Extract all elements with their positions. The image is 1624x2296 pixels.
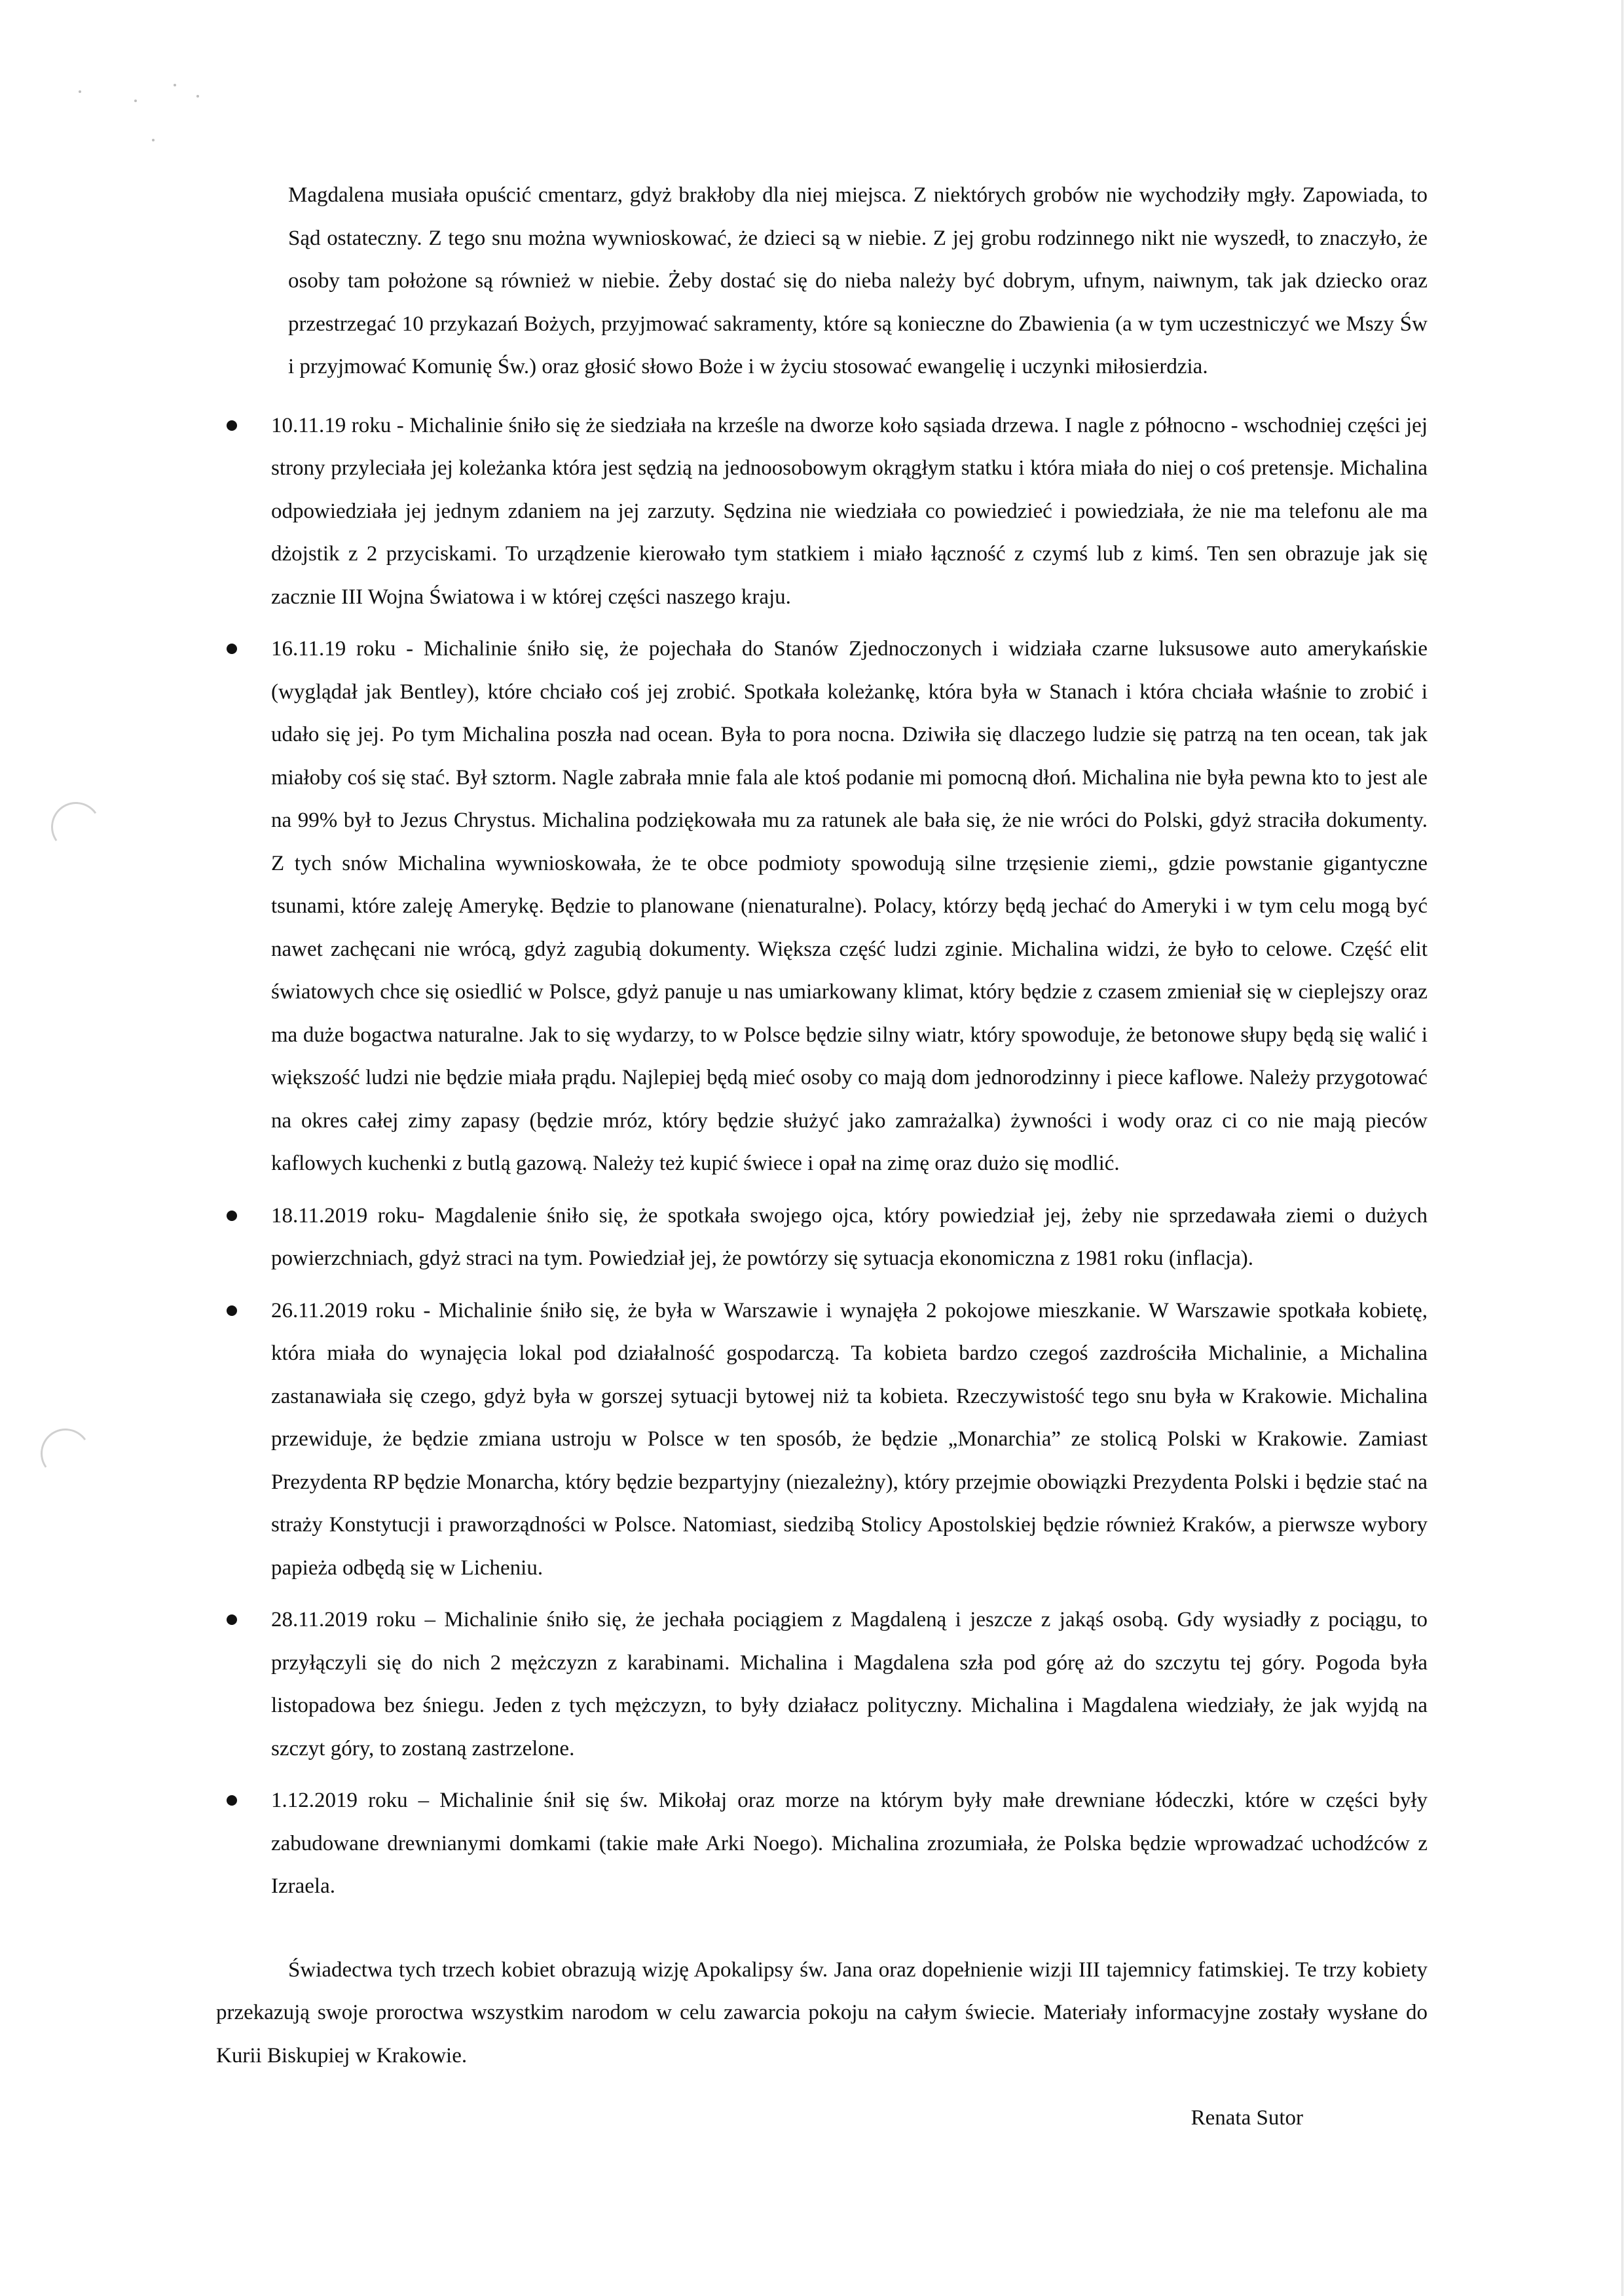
list-item bbox=[249, 628, 1428, 1186]
list-item bbox=[249, 1290, 1428, 1590]
intro-paragraph: Magdalena musiała opuścić cmentarz, gdyż brakłoby dla niej miejsca. Z niektórych grobów nie wychodziły mgły. Zapowiada, to Sąd ostateczny. Z tego snu można wywnioskować, że dzieci są w niebie. Z jej grobu rodzinnego nikt nie wyszedł, to znaczyło, że osoby tam położone są również w niebie. Żeby dostać się do nieba należy być dobrym, ufnym, naiwnym, tak jak dziecko oraz przestrzegać 10 przykazań Bożych, przyjmować sakramenty, które są konieczne do Zbawienia (a w tym uczestniczyć we Mszy Św i przyjmować Komunię Św.) oraz głosić słowo Boże i w życiu stosować ewangelię i uczynki miłosierdzia. bbox=[288, 183, 1428, 378]
list-item bbox=[249, 405, 1428, 619]
list-item-text: 16.11.19 roku - Michalinie śniło się, że pojechała do Stanów Zjednoczonych i widziała czarne luksusowe auto amerykańskie (wyglądał jak Bentley), które chciało coś jej zrobić. Spotkała koleżankę, która była w Stanach i która chciała właśnie to zrobić i udało się jej. Po tym Michalina poszła nad ocean. Była to pora nocna. Dziwiła się dlaczego ludzie się patrzą na ten ocean, tak jak miałoby coś się stać. Był sztorm. Nagle zabrała mnie fala ale ktoś podanie mi pomocną dłoń. Michalina nie była pewna kto to jest ale na 99% był to Jezus Chrystus. Michalina podziękowała mu za ratunek ale bała się, że nie wróci do Polski, gdyż straciła dokumenty. Z tych snów Michalina wywnioskowała, że te obce podmioty spowodują silne trzęsienie ziemi,, gdzie powstanie gigantyczne tsunami, które zaleję Amerykę. Będzie to planowane (nienaturalne). Polacy, którzy będą jechać do Ameryki i w tym celu mogą być nawet zachęcani nie wrócą, gdyż zagubią dokumenty. Większa część ludzi zginie. Michalina widzi, że było to celowe. Część elit światowych chce się osiedlić w Polsce, gdyż panuje u nas umiarkowany klimat, który będzie z czasem zmieniał się w cieplejszy oraz ma duże bogactwa naturalne. Jak to się wydarzy, to w Polsce będzie silny wiatr, który spowoduje, że betonowe słupy będą się walić i większość ludzi nie będzie miała prądu. Najlepiej będą mieć osoby co mają dom jednorodzinny i piece kaflowe. Należy przygotować na okres całej zimy zapasy (będzie mróz, który będzie służyć jako zamrażalka) żywności i wody oraz ci co nie mają pieców kaflowych kuchenki z butlą gazową. Należy też kupić świece i opał na zimę oraz dużo się modlić. bbox=[271, 637, 1428, 1175]
list-item bbox=[249, 1599, 1428, 1770]
list-item-text: 1.12.2019 roku – Michalinie śnił się św. Mikołaj oraz morze na którym były małe drewniane łódeczki, które w części były zabudowane drewnianymi domkami (takie małe Arki Noego). Michalina zrozumiała, że Polska będzie wprowadzać uchodźców z Izraela. bbox=[271, 1789, 1428, 1898]
list-item bbox=[249, 1779, 1428, 1908]
scan-speck bbox=[152, 139, 155, 141]
document-body bbox=[216, 174, 1428, 2140]
dream-entries-list bbox=[249, 405, 1428, 1908]
bullet-icon bbox=[227, 1211, 237, 1221]
punch-hole-mark bbox=[47, 798, 105, 856]
scan-edge-shadow bbox=[1621, 0, 1624, 2296]
scan-speck bbox=[196, 95, 199, 98]
scan-speck bbox=[174, 84, 176, 86]
bullet-icon bbox=[227, 1614, 237, 1625]
list-item-text: 18.11.2019 roku- Magdalenie śniło się, że spotkała swojego ojca, który powiedział jej, żeby nie sprzedawała ziemi o dużych powierzchniach, gdyż straci na tym. Powiedział jej, że powtórzy się sytuacja ekonomiczna z 1981 roku (inflacja). bbox=[271, 1203, 1428, 1270]
scan-speck bbox=[134, 100, 137, 102]
bullet-icon bbox=[227, 644, 237, 654]
bullet-icon bbox=[227, 1305, 237, 1316]
scan-speck bbox=[79, 90, 81, 93]
list-item-text: 28.11.2019 roku – Michalinie śniło się, że jechała pociągiem z Magdaleną i jeszcze z jakąś osobą. Gdy wysiadły z pociągu, to przyłączyli się do nich 2 mężczyzn z karabinami. Michalina i Magdalena szła pod górę aż do szczytu tej góry. Pogoda była listopadowa bez śniegu. Jeden z tych mężczyzn, to były działacz polityczny. Michalina i Magdalena wiedziały, że jak wyjdą na szczyt góry, to zostaną zastrzelone. bbox=[271, 1608, 1428, 1760]
signature: Renata Sutor bbox=[1190, 2106, 1303, 2130]
closing-paragraph: Świadectwa tych trzech kobiet obrazują wizję Apokalipsy św. Jana oraz dopełnienie wizji III tajemnicy fatimskiej. Te trzy kobiety przekazują swoje proroctwa wszystkim narodom w celu zawarcia pokoju na całym świecie. Materiały informacyjne zostały wysłane do Kurii Biskupiej w Krakowie. bbox=[216, 1958, 1428, 2068]
bullet-icon bbox=[227, 1795, 237, 1806]
list-item-text: 10.11.19 roku - Michalinie śniło się że siedziała na krześle na dworze koło sąsiada drzewa. I nagle z północno - wschodniej części jej strony przyleciała jej koleżanka która jest sędzią na jednoosobowym okrągłym statku i która miała do niej o coś pretensje. Michalina odpowiedziała jej jednym zdaniem na jej zarzuty. Sędzina nie wiedziała co powiedzieć i powiedziała, że nie ma telefonu ale ma dżojstik z 2 przyciskami. To urządzenie kierowało tym statkiem i miało łączność z czymś lub z kimś. Ten sen obrazuje jak się zacznie III Wojna Światowa i w której części naszego kraju. bbox=[271, 413, 1428, 609]
list-item bbox=[249, 1195, 1428, 1281]
list-item-text: 26.11.2019 roku - Michalinie śniło się, że była w Warszawie i wynajęła 2 pokojowe mieszkanie. W Warszawie spotkała kobietę, która miała do wynajęcia lokal pod działalność gospodarczą. Ta kobieta bardzo czegoś zazdrościła Michalinie, a Michalina zastanawiała się czego, gdyż była w gorszej sytuacji bytowej niż ta kobieta. Rzeczywistość tego snu była w Krakowie. Michalina przewiduje, że będzie zmiana ustroju w Polsce w ten sposób, że będzie „Monarchia” ze stolicą Polski w Krakowie. Zamiast Prezydenta RP będzie Monarcha, który będzie bezpartyjny (niezależny), który przejmie obowiązki Prezydenta Polski i będzie stać na straży Konstytucji i praworządności w Polsce. Natomiast, siedzibą Stolicy Apostolskiej będzie również Kraków, a pierwsze wybory papieża odbędą się w Licheniu. bbox=[271, 1298, 1428, 1580]
bullet-icon bbox=[227, 420, 237, 431]
punch-hole-mark bbox=[37, 1425, 94, 1482]
